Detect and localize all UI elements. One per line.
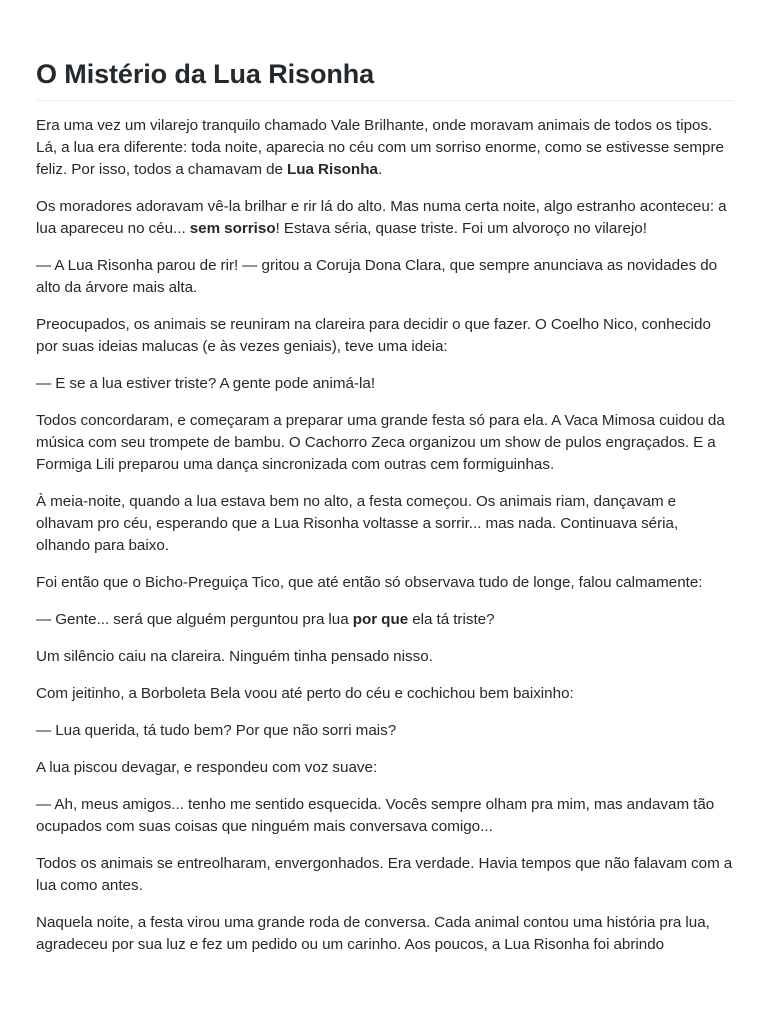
paragraph-text: Foi então que o Bicho-Preguiça Tico, que até então só observava tudo de longe, falou calmamente: <box>36 574 703 591</box>
paragraph-text: À meia-noite, quando a lua estava bem no alto, a festa começou. Os animais riam, dançavam e olhavam pro céu, esperando que a Lua Risonha voltasse a sorrir... mas nada. Continuava séria, olhando para baixo. <box>36 493 679 554</box>
paragraph <box>36 115 734 181</box>
paragraph <box>36 720 734 742</box>
document-title: O Mistério da Lua Risonha <box>36 0 734 101</box>
paragraph-text: Era uma vez um vilarejo tranquilo chamado Vale Brilhante, onde moravam animais de todos os tipos. Lá, a lua era diferente: toda noite, aparecia no céu com um sorriso enorme, como se estivesse sempre feliz. Por isso, todos a chamavam de <box>36 117 724 178</box>
paragraph <box>36 683 734 705</box>
document-page <box>36 0 734 1024</box>
paragraph <box>36 794 734 838</box>
paragraph <box>36 373 734 395</box>
paragraph <box>36 410 734 476</box>
paragraph-text: Um silêncio caiu na clareira. Ninguém tinha pensado nisso. <box>36 648 433 665</box>
bold-text: por que <box>352 611 409 628</box>
paragraph <box>36 757 734 779</box>
paragraph-text: Preocupados, os animais se reuniram na clareira para decidir o que fazer. O Coelho Nico, conhecido por suas ideias malucas (e às vezes geniais), teve uma ideia: <box>36 316 711 355</box>
paragraph-text: ! Estava séria, quase triste. Foi um alvoroço no vilarejo! <box>275 220 647 237</box>
paragraph-text: . <box>377 161 383 178</box>
paragraph-text: — A Lua Risonha parou de rir! — gritou a Coruja Dona Clara, que sempre anunciava as novidades do alto da árvore mais alta. <box>36 257 718 296</box>
document-body <box>36 101 734 956</box>
paragraph-text: ela tá triste? <box>408 611 495 628</box>
paragraph-text: — E se a lua estiver triste? A gente pode animá-la! <box>36 375 376 392</box>
bold-text: sem sorriso <box>189 220 276 237</box>
paragraph-text: A lua piscou devagar, e respondeu com voz suave: <box>36 759 378 776</box>
paragraph <box>36 196 734 240</box>
bold-text: Lua Risonha <box>287 161 378 178</box>
paragraph <box>36 609 734 631</box>
paragraph <box>36 853 734 897</box>
paragraph-text: — Ah, meus amigos... tenho me sentido esquecida. Vocês sempre olham pra mim, mas andavam tão ocupados com suas coisas que ninguém mais conversava comigo... <box>36 796 715 835</box>
paragraph-text: Os moradores adoravam vê-la brilhar e rir lá do alto. Mas numa certa noite, algo estranho aconteceu: a lua apareceu no céu... <box>36 198 727 237</box>
paragraph-text: — Gente... será que alguém perguntou pra lua <box>36 611 353 628</box>
paragraph <box>36 314 734 358</box>
paragraph <box>36 572 734 594</box>
paragraph <box>36 912 734 956</box>
paragraph <box>36 491 734 557</box>
paragraph-text: Todos concordaram, e começaram a preparar uma grande festa só para ela. A Vaca Mimosa cuidou da música com seu trompete de bambu. O Cachorro Zeca organizou um show de pulos engraçados. E a Formiga Lili preparou uma dança sincronizada com outras cem formiguinhas. <box>36 412 725 473</box>
paragraph-text: Naquela noite, a festa virou uma grande roda de conversa. Cada animal contou uma história pra lua, agradeceu por sua luz e fez um pedido ou um carinho. Aos poucos, a Lua Risonha foi abrindo <box>36 914 710 953</box>
paragraph <box>36 646 734 668</box>
paragraph <box>36 255 734 299</box>
paragraph-text: — Lua querida, tá tudo bem? Por que não sorri mais? <box>36 722 397 739</box>
paragraph-text: Todos os animais se entreolharam, envergonhados. Era verdade. Havia tempos que não falavam com a lua como antes. <box>36 855 733 894</box>
paragraph-text: Com jeitinho, a Borboleta Bela voou até perto do céu e cochichou bem baixinho: <box>36 685 574 702</box>
